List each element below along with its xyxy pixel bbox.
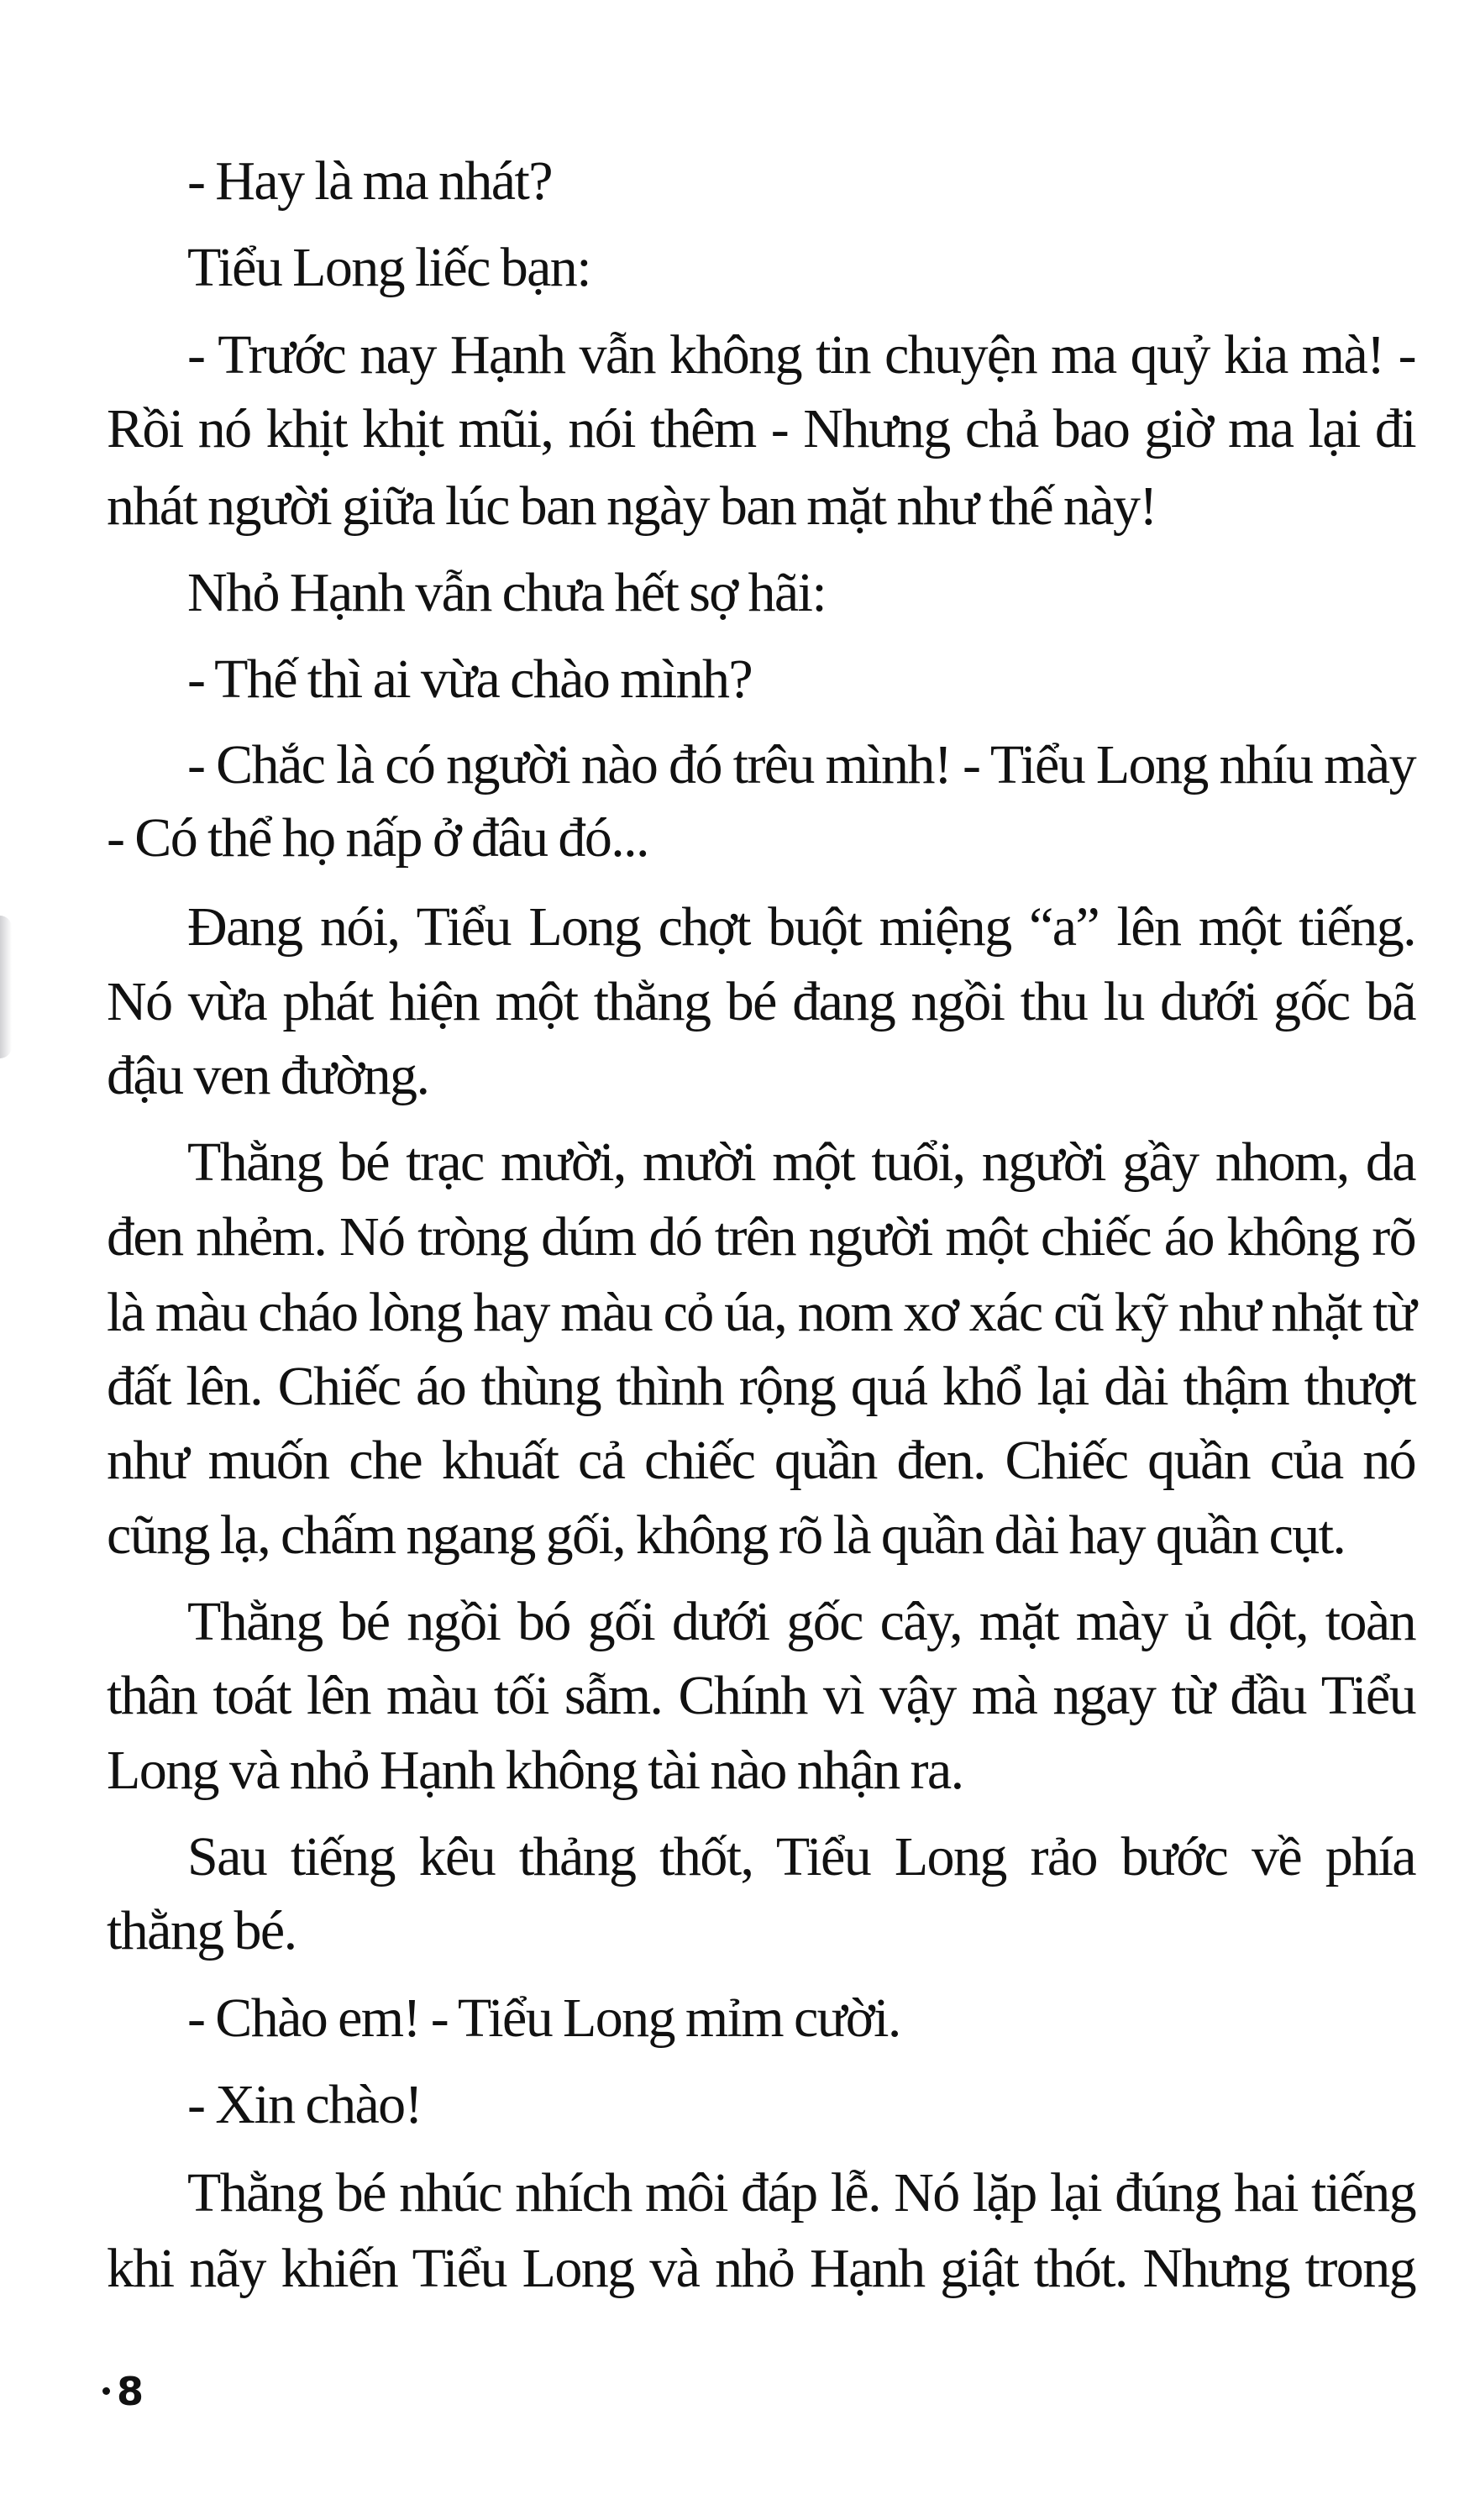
text-line: Long và nhỏ Hạnh không tài nào nhận ra. xyxy=(107,1740,963,1801)
paragraph-first-line: - Hay là ma nhát? xyxy=(187,150,552,212)
paragraph-first-line: - Trước nay Hạnh vẫn không tin chuyện ma quỷ kia mà! - xyxy=(187,324,1415,386)
paragraph-first-line: Thằng bé nhúc nhích môi đáp lễ. Nó lặp lại đúng hai tiếng xyxy=(187,2162,1415,2223)
page-number-value: 8 xyxy=(117,2369,144,2414)
text-line: cũng lạ, chấm ngang gối, không rõ là quần dài hay quần cụt. xyxy=(107,1504,1346,1566)
text-line: như muốn che khuất cả chiếc quần đen. Chiếc quần của nó xyxy=(107,1430,1415,1491)
text-line: đậu ven đường. xyxy=(107,1045,429,1106)
paragraph-first-line: - Chào em! - Tiểu Long mỉm cười. xyxy=(187,1987,900,2049)
paragraph-first-line: Thằng bé ngồi bó gối dưới gốc cây, mặt mày ủ dột, toàn xyxy=(187,1591,1415,1652)
bullet-dot-icon xyxy=(102,2387,110,2395)
text-line: Nó vừa phát hiện một thằng bé đang ngồi thu lu dưới gốc bã xyxy=(107,971,1415,1032)
page-edge-shadow xyxy=(0,916,12,1058)
page-number xyxy=(102,2370,144,2412)
paragraph-first-line: Tiểu Long liếc bạn: xyxy=(187,237,590,298)
text-line: Rồi nó khịt khịt mũi, nói thêm - Nhưng chả bao giờ ma lại đi xyxy=(107,398,1415,459)
paragraph-first-line: - Chắc là có người nào đó trêu mình! - Tiểu Long nhíu mày xyxy=(187,734,1415,795)
text-line: đất lên. Chiếc áo thùng thình rộng quá khổ lại dài thậm thượt xyxy=(107,1356,1415,1417)
text-line: là màu cháo lòng hay màu cỏ úa, nom xơ xác cũ kỹ như nhặt từ xyxy=(107,1282,1415,1343)
text-line: thân toát lên màu tối sẫm. Chính vì vậy mà ngay từ đầu Tiểu xyxy=(107,1665,1415,1726)
text-line: nhát người giữa lúc ban ngày ban mặt như thế này! xyxy=(107,475,1157,537)
paragraph-first-line: - Thế thì ai vừa chào mình? xyxy=(187,648,753,710)
paragraph-first-line: Thằng bé trạc mười, mười một tuổi, người gầy nhom, da xyxy=(187,1131,1415,1193)
text-line: khi nãy khiến Tiểu Long và nhỏ Hạnh giật thót. Nhưng trong xyxy=(107,2238,1415,2299)
text-line: - Có thể họ nấp ở đâu đó... xyxy=(107,807,648,869)
paragraph-first-line: Đang nói, Tiểu Long chợt buột miệng “a” lên một tiếng. xyxy=(187,896,1415,958)
text-line: thằng bé. xyxy=(107,1900,297,1961)
paragraph-first-line: - Xin chào! xyxy=(187,2074,422,2135)
paragraph-first-line: Sau tiếng kêu thảng thốt, Tiểu Long rảo bước về phía xyxy=(187,1826,1415,1887)
paragraph-first-line: Nhỏ Hạnh vẫn chưa hết sợ hãi: xyxy=(187,562,827,623)
text-line: đen nhẻm. Nó tròng dúm dó trên người một chiếc áo không rõ xyxy=(107,1206,1415,1268)
